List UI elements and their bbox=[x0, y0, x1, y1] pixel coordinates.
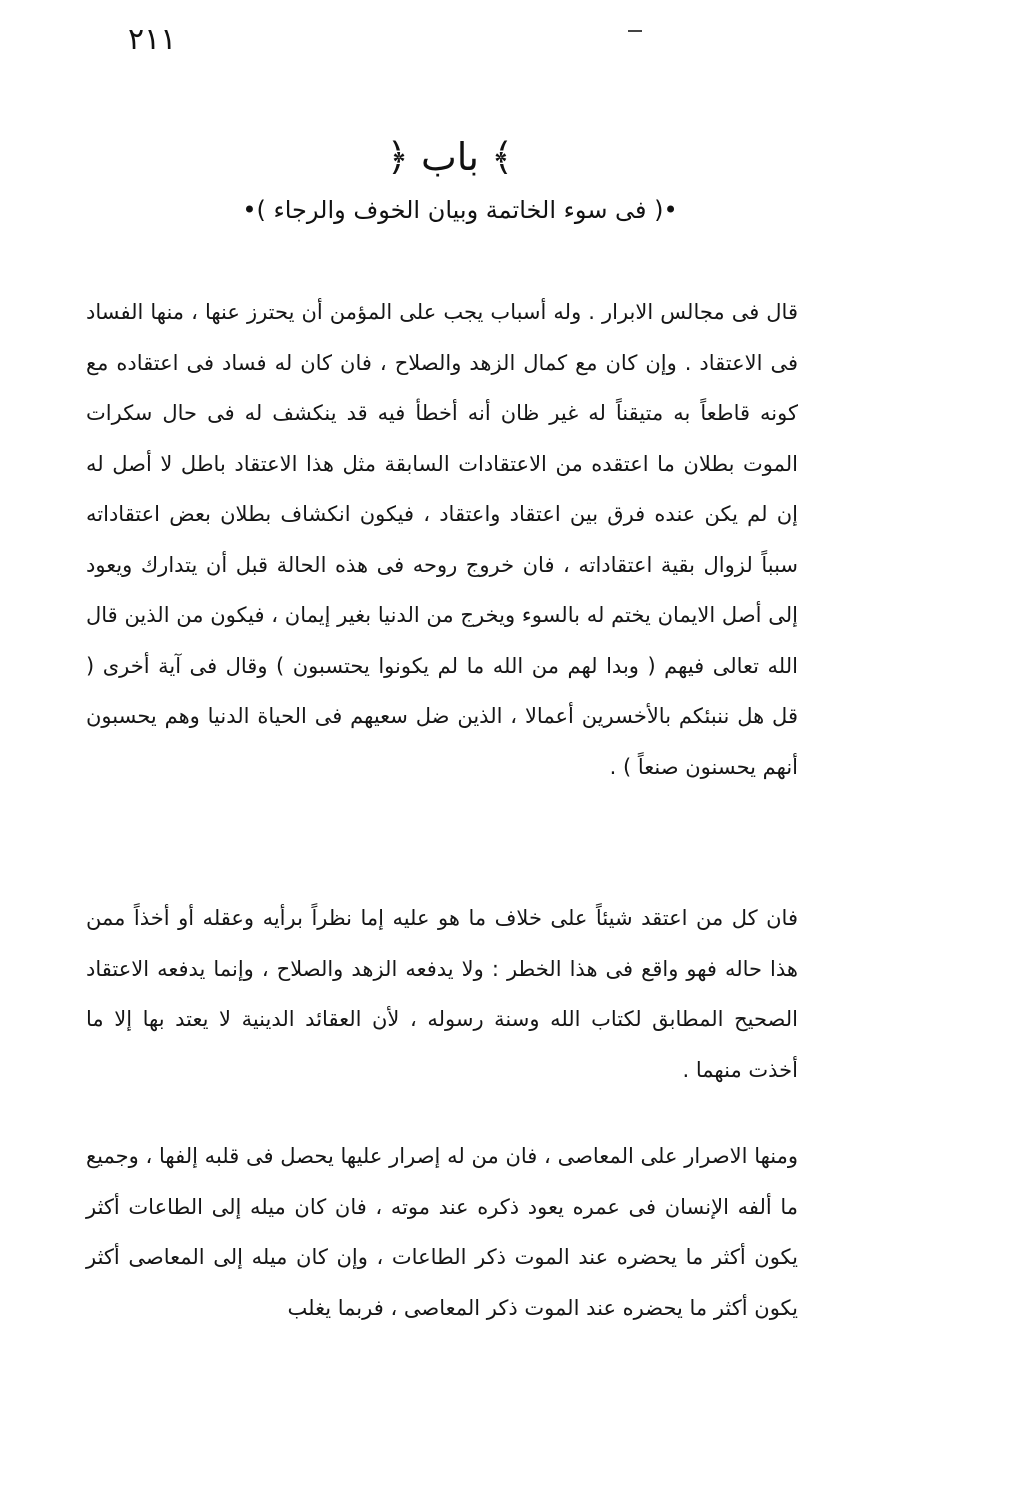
chapter-heading: ﴿ باب ﴾ bbox=[386, 135, 514, 179]
paragraph: ومنها الاصرار على المعاصى ، فان من له إصرار عليها يحصل فى قلبه إلفها ، وجميع ما ألفه الإنسان فى عمره يعود ذكره عند موته ، فان كان ميله إلى الطاعات أكثر يكون أكثر ما يحضره عند الموت ذكر الطاعات ، وإن كان ميله إلى المعاصى أكثر يكون أكثر ما يحضره عند الموت ذكر المعاصى ، فربما يغلب bbox=[86, 1144, 798, 1320]
paragraph: فان كل من اعتقد شيئاً على خلاف ما هو عليه إما نظراً برأيه وعقله أو أخذاً ممن هذا حاله فهو واقع فى هذا الخطر : ولا يدفعه الزهد والصلاح ، وإنما يدفعه الاعتقاد الصحيح المطابق لكتاب الله وسنة رسوله ، لأن العقائد الدينية لا يعتد بها إلا ما أخذت منهما . bbox=[86, 906, 798, 1082]
chapter-subtitle: •( فى سوء الخاتمة وبيان الخوف والرجاء )• bbox=[242, 196, 678, 224]
stray-ink-mark bbox=[628, 30, 642, 32]
page-number: ٢١١ bbox=[128, 22, 177, 57]
paragraph: قال فى مجالس الابرار . وله أسباب يجب على المؤمن أن يحترز عنها ، منها الفساد فى الاعتقاد . وإن كان مع كمال الزهد والصلاح ، فان كان له فساد فى اعتقاده مع كونه قاطعاً به متيقناً له غير ظان أنه أخطأ فيه قد ينكشف له فى حال سكرات الموت بطلان ما اعتقده من الاعتقادات السابقة مثل هذا الاعتقاد باطل لا أصل له إن لم يكن عنده فرق بين اعتقاد واعتقاد ، فيكون انكشاف بطلان بعض اعتقاداته سبباً لزوال بقية اعتقاداته ، فان خروج روحه فى هذه الحالة قبل أن يتدارك ويعود إلى أصل الايمان يختم له بالسوء ويخرج من الدنيا بغير إيمان ، فيكون من الذين قال الله تعالى فيهم ( وبدا لهم من الله ما لم يكونوا يحتسبون ) وقال فى آية أخرى ( قل هل ننبئكم بالأخسرين أعمالا ، الذين ضل سعيهم فى الحياة الدنيا وهم يحسبون أنهم يحسنون صنعاً ) . bbox=[86, 300, 798, 779]
